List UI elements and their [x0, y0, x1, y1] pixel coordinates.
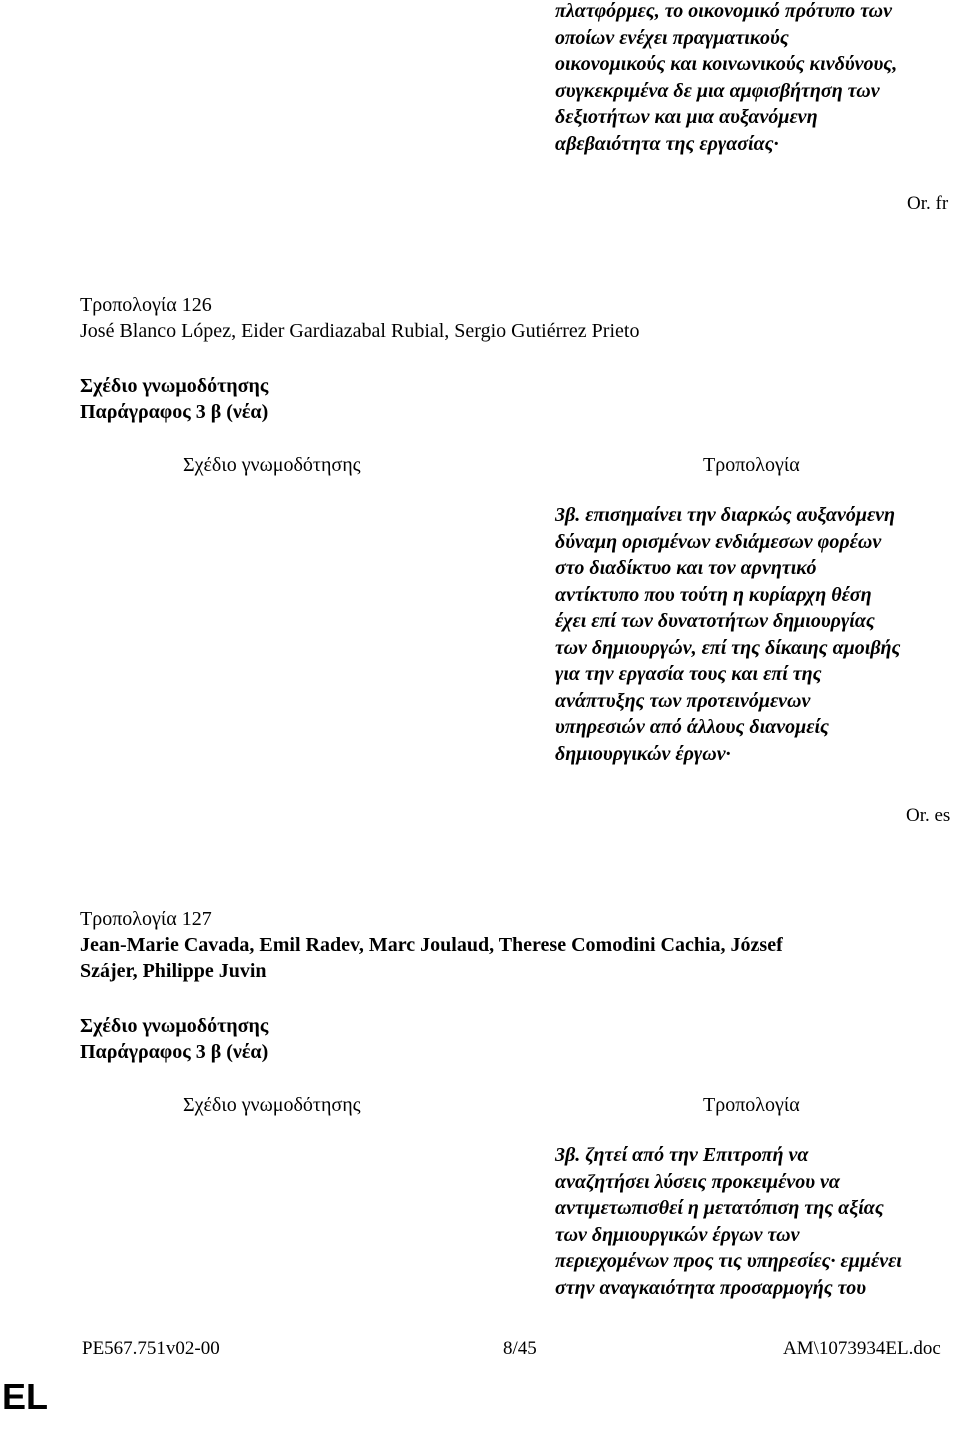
text-line: των δημιουργών, επί της δίκαιης αμοιβής	[555, 636, 901, 659]
column-header-amendment: Τροπολογία	[703, 454, 800, 476]
footer-language-tag: EL	[2, 1376, 49, 1417]
text-line: αναζητήσει λύσεις προκειμένου να	[555, 1170, 840, 1193]
amendment-126-header	[80, 292, 639, 344]
top-amendment-text	[555, 0, 897, 157]
footer-page-number: 8/45	[503, 1338, 537, 1359]
text-line: για την εργασία τους και επί της	[555, 663, 822, 685]
paragraph-ref: Παράγραφος 3 β (νέα)	[80, 1041, 269, 1063]
amendment-title: Τροπολογία 126	[80, 294, 212, 316]
text-line: αντίκτυπο που τούτη η κυρίαρχη θέση	[555, 583, 872, 606]
paragraph-ref: Παράγραφος 3 β (νέα)	[80, 401, 269, 423]
text-line: πλατφόρμες, το οικονομικό πρότυπο των	[555, 0, 893, 22]
original-language-es: Or. es	[906, 805, 951, 826]
text-line: στο διαδίκτυο και τον αρνητικό	[555, 557, 817, 579]
amendment-127-header	[80, 906, 783, 984]
text-line: στην αναγκαιότητα προσαρμογής του	[555, 1276, 866, 1299]
text-line: 3β. ζητεί από την Επιτροπή να	[555, 1144, 809, 1166]
column-header-draft: Σχέδιο γνωμοδότησης	[183, 454, 361, 476]
column-header-amendment: Τροπολογία	[703, 1094, 800, 1116]
footer-doc-ref: PE567.751v02-00	[82, 1338, 220, 1359]
document-name: Σχέδιο γνωμοδότησης	[80, 375, 269, 397]
text-line: αβεβαιότητα της εργασίας·	[555, 132, 779, 155]
amendment-authors: José Blanco López, Eider Gardiazabal Rubial, Sergio Gutiérrez Prieto	[80, 320, 640, 342]
text-line: περιεχομένων προς τις υπηρεσίες· εμμένει	[555, 1250, 902, 1272]
amendment-authors: Szájer, Philippe Juvin	[80, 960, 267, 982]
text-line: οποίων ενέχει πραγματικούς	[555, 26, 789, 49]
amendment-127-reference	[80, 1013, 268, 1065]
column-header-draft: Σχέδιο γνωμοδότησης	[183, 1094, 361, 1116]
amendment-127-text	[555, 1142, 902, 1301]
amendment-authors: Jean-Marie Cavada, Emil Radev, Marc Joulaud, Therese Comodini Cachia, József	[80, 934, 783, 956]
text-line: έχει επί των δυνατοτήτων δημιουργίας	[555, 610, 875, 632]
footer-file-name: AM\1073934EL.doc	[783, 1338, 941, 1359]
text-line: δύναμη ορισμένων ενδιάμεσων φορέων	[555, 530, 882, 553]
text-line: ανάπτυξης των προτεινόμενων	[555, 689, 811, 712]
text-line: υπηρεσιών από άλλους διανομείς	[555, 716, 829, 738]
amendment-126-text	[555, 502, 900, 767]
text-line: των δημιουργικών έργων των	[555, 1223, 800, 1246]
original-language-fr: Or. fr	[907, 193, 949, 214]
text-line: αντιμετωπισθεί η μετατόπιση της αξίας	[555, 1197, 884, 1219]
text-line: 3β. επισημαίνει την διαρκώς αυξανόμενη	[555, 504, 896, 526]
text-line: δεξιοτήτων και μια αυξανόμενη	[555, 106, 818, 128]
text-line: δημιουργικών έργων·	[555, 742, 731, 765]
text-line: συγκεκριμένα δε μια αμφισβήτηση των	[555, 79, 880, 102]
text-line: οικονομικούς και κοινωνικούς κινδύνους,	[555, 53, 898, 75]
document-name: Σχέδιο γνωμοδότησης	[80, 1015, 269, 1037]
amendment-title: Τροπολογία 127	[80, 908, 212, 930]
amendment-126-reference	[80, 373, 268, 425]
